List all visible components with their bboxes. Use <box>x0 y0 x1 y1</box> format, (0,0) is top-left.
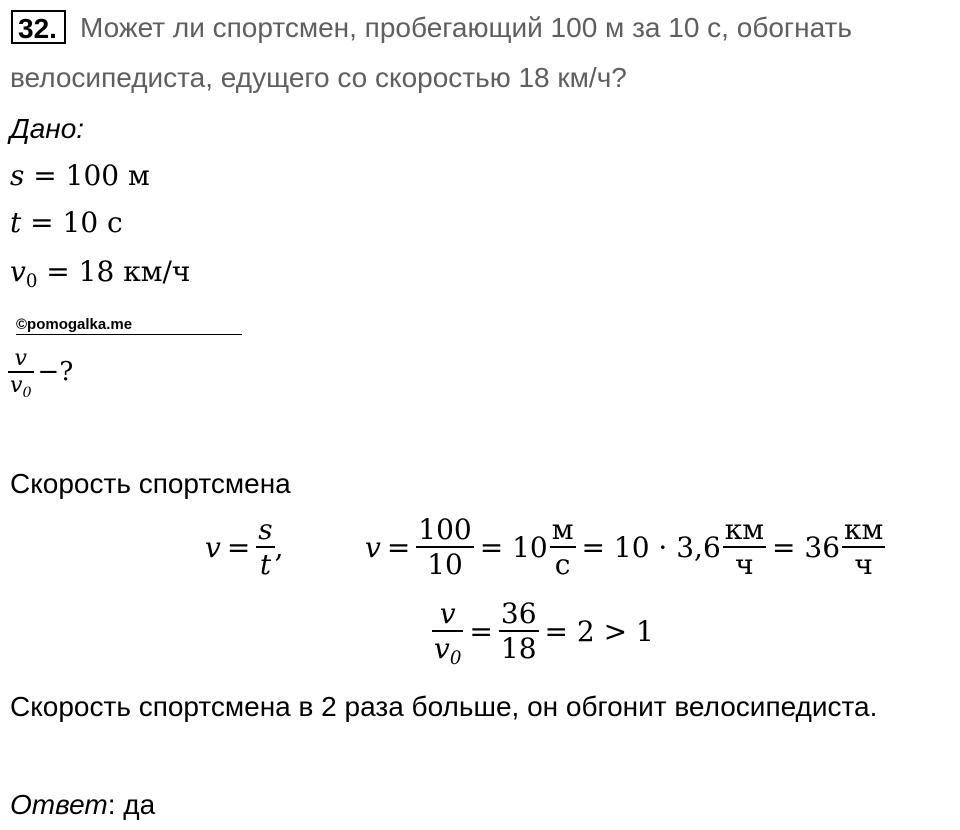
calc-eq2: = 10 · 3,6 <box>581 530 721 564</box>
answer <box>10 788 155 822</box>
ratio-value-fraction: $\frac{36}{18}$ <box>500 597 537 665</box>
answer-value: : да <box>107 789 156 820</box>
ratio-calculation: $\frac{v}{v_0}$ = $\frac{36}{18}$ = 2 > 1 <box>434 597 654 670</box>
given-heading: Дано: <box>10 113 85 144</box>
formula-comma: , <box>274 530 284 564</box>
velocity-formula: v = $\frac{s}{t}$ , <box>205 513 284 581</box>
question-line-1: Может ли спортсмен, пробегающий 100 м за 10 с, обогнать <box>80 12 852 43</box>
find-suffix: −? <box>37 357 74 387</box>
find-expression <box>8 346 74 401</box>
given-s: s = 100 м <box>10 159 150 192</box>
calc-unit-2: $\frac{км}{ч}$ <box>724 513 765 581</box>
problem-number: 32. <box>11 10 66 44</box>
watermark: ©pomogalka.me <box>16 316 242 335</box>
calc-eq1: = 10 <box>479 530 548 564</box>
calc-fraction-1: $\frac{100}{10}$ <box>418 513 472 581</box>
find-denominator: $v_0$ <box>10 373 32 401</box>
formula-fraction <box>256 513 274 581</box>
find-numerator: v <box>8 346 34 373</box>
given-v0: $v_0 = 18$ км/ч <box>10 255 191 293</box>
question-line-2: велосипедиста, едущего со скоростью 18 км/ч? <box>10 62 627 93</box>
formula-denominator: t <box>259 548 272 581</box>
given-t: t = 10 с <box>10 206 123 239</box>
calc-eq3: = 36 <box>772 530 841 564</box>
ratio-fraction: $\frac{v}{v_0}$ <box>434 597 462 670</box>
find-fraction <box>8 346 34 401</box>
conclusion: Скорость спортсмена в 2 раза больше, он обгонит велосипедиста. <box>10 691 878 722</box>
formula-numerator: s <box>258 513 273 546</box>
ratio-result: = 2 > 1 <box>544 614 654 648</box>
calc-unit-3: $\frac{км}{ч}$ <box>844 513 884 581</box>
velocity-calculation: v = $\frac{100}{10}$ = 10 $\frac{м}{с}$ = 10 · 3,6 $\frac{км}{ч}$ = 36 $\frac{км}{ч}$ <box>365 513 884 581</box>
answer-label: Ответ <box>10 789 108 820</box>
calc-unit-1: $\frac{м}{с}$ <box>551 513 574 581</box>
solution-heading: Скорость спортсмена <box>10 468 291 499</box>
